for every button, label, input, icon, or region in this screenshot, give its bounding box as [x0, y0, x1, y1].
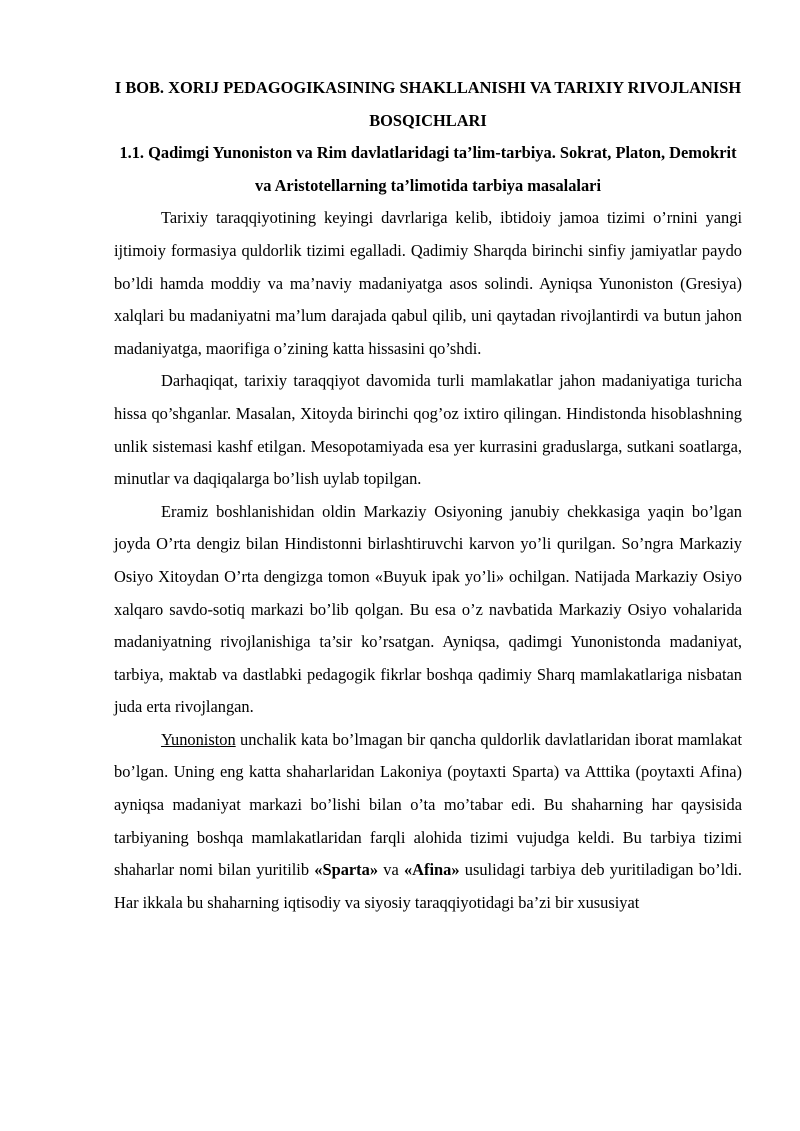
paragraph-2: Darhaqiqat, tarixiy taraqqiyot davomida turli mamlakatlar jahon madaniyatiga turicha hissa qo’shganlar. Masalan, Xitoyda birinchi qog’oz ixtiro qilingan. Hindistonda hisoblashning unlik sistemasi kashf etilgan. Mesopotamiyada esa yer kurrasini graduslarga, sutkani soatlarga, minutlar va daqiqalarga bo’lish uylab topilgan. [114, 371, 742, 489]
paragraph-1: Tarixiy taraqqiyotining keyingi davrlariga kelib, ibtidoiy jamoa tizimi o’rnini yangi ijtimoiy formasiya quldorlik tizimi egalladi. Qadimiy Sharqda birinchi sinfiy jamiyatlar paydo bo’ldi hamda moddiy va ma’naviy madaniyatga asos solindi. Ayniqsa Yunoniston (Gresiya) xalqlari bu madaniyatni ma’lum darajada qabul qilib, uni qaytadan rivojlantirdi va butun jahon madaniyatga, maorifiga o’zining katta hissasini qo’shdi. [114, 208, 742, 358]
bold-term-sparta: «Sparta» [314, 860, 379, 880]
paragraph-3: Eramiz boshlanishidan oldin Markaziy Osiyoning janubiy chekkasiga yaqin bo’lgan joyda O’rta dengiz bilan Hindistonni birlashtiruvchi karvon yo’li qurilgan. So’ngra Markaziy Osiyo Xitoydan O’rta dengizga tomon «Buyuk ipak yo’li» ochilgan. Natijada Markaziy Osiyo xalqaro savdo-sotiq markazi bo’lib qolgan. Bu esa o’z navbatida Markaziy Osiyo vohalarida madaniyatning rivojlanishiga ta’sir ko’rsatgan. Ayniqsa, qadimgi Yunonistonda madaniyat, tarbiya, maktab va dastlabki pedagogik fikrlar boshqa qadimiy Sharq mamlakatlariga nisbatan juda erta rivojlangan. [114, 501, 742, 717]
paragraph-4-text-2: va [378, 860, 404, 880]
page-content [114, 72, 742, 919]
chapter-title: I BOB. XORIJ PEDAGOGIKASINING SHAKLLANISHI VA TARIXIY RIVOJLANISH BOSQICHLARI [114, 78, 742, 130]
section-title: 1.1. Qadimgi Yunoniston va Rim davlatlaridagi ta’lim-tarbiya. Sokrat, Platon, Demokrit va Aristotellarning ta’limotida tarbiya masalalari [119, 143, 737, 195]
bold-term-afina: «Afina» [403, 860, 460, 880]
paragraph-4 [114, 724, 742, 920]
paragraph-4-text-3: usulidagi tarbiya deb yuritiladigan bo’ldi. Har ikkala bu shaharning iqtisodiy va siyosiy taraqqiyotidagi ba’zi bir xususiyat [114, 860, 742, 912]
paragraph-4-text-1: unchalik kata bo’lmagan bir qancha quldorlik davlatlaridan iborat mamlakat bo’lgan. Uning eng katta shaharlaridan Lakoniya (poytaxti Sparta) va Atttika (poytaxti Afina) ayniqsa madaniyat markazi bo’lishi bilan o’ta mo’tabar edi. Bu shaharning har qaysisida tarbiyaning boshqa mamlakatlaridan farqli alohida tizimi vujudga keldi. Bu tarbiya tizimi shaharlar nomi bilan yuritilib [114, 729, 742, 880]
underlined-term: Yunoniston [161, 729, 236, 749]
